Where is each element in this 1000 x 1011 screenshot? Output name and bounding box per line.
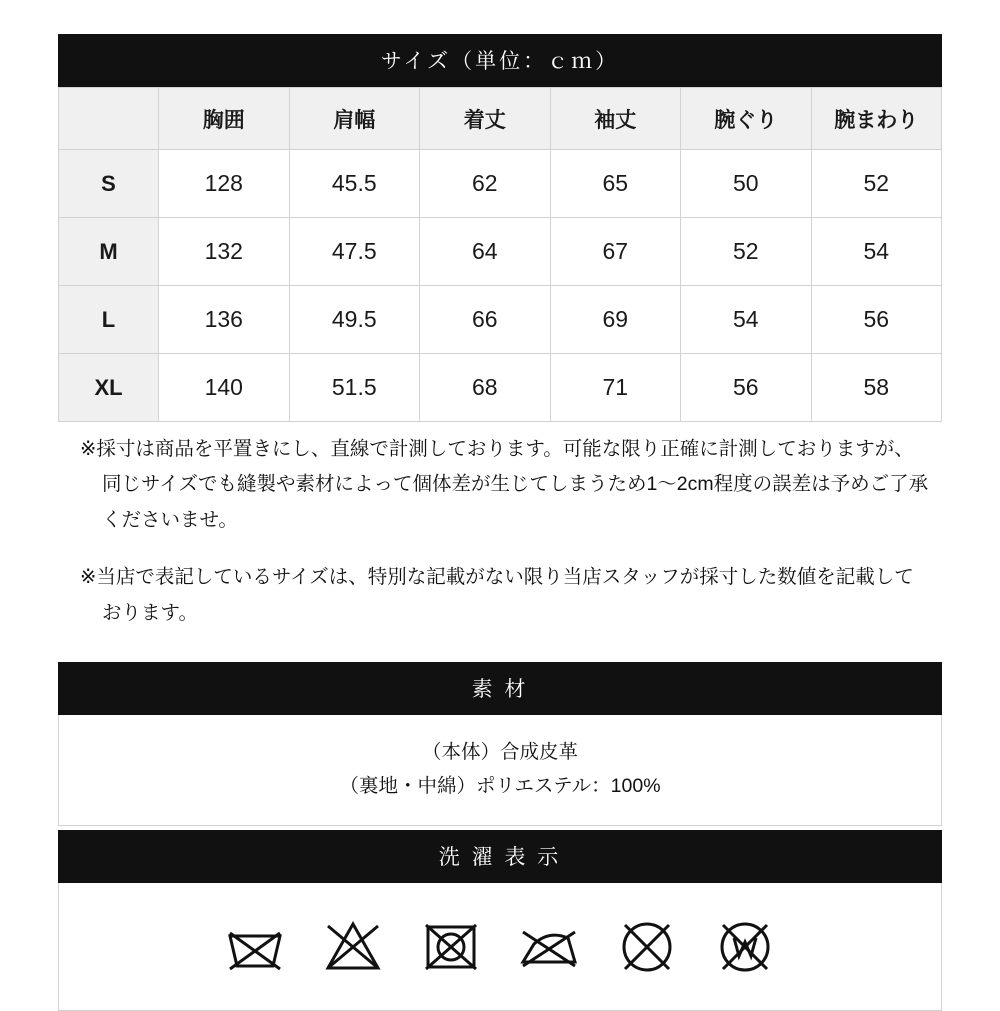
note-measurement-tolerance-text: ※採寸は商品を平置きにし、直線で計測しております。可能な限り正確に計測しておりますが、同じサイズでも縫製や素材によって個体差が生じてしまうため1〜2cm程度の誤差は予めご了承くださいませ。: [80, 438, 929, 531]
column-header-length: 着丈: [420, 88, 551, 150]
cell-l-sleeve: 69: [550, 286, 681, 354]
cell-l-armhole: 54: [681, 286, 812, 354]
material-section: [58, 662, 942, 826]
cell-m-arm: 54: [811, 218, 942, 286]
size-section-title: サイズ（単位：ｃｍ）: [58, 34, 942, 87]
row-header-size-l: L: [59, 286, 159, 354]
note-measurement-tolerance: [80, 432, 930, 538]
material-section-title: 素 材: [58, 662, 942, 715]
column-header-arm-circumference: 腕まわり: [811, 88, 942, 150]
cell-m-length: 64: [420, 218, 551, 286]
measurement-notes: [80, 432, 930, 653]
column-header-armhole: 腕ぐり: [681, 88, 812, 150]
size-table-header-row: [59, 88, 942, 150]
cell-s-armhole: 50: [681, 150, 812, 218]
no-bleach-icon: [322, 916, 384, 978]
table-row: [59, 354, 942, 422]
no-dry-clean-icon: [616, 916, 678, 978]
cell-s-length: 62: [420, 150, 551, 218]
cell-m-bust: 132: [159, 218, 290, 286]
size-section: [58, 34, 942, 422]
no-iron-icon: [518, 916, 580, 978]
wash-care-icons: [58, 883, 942, 1011]
wash-care-section-title: 洗 濯 表 示: [58, 830, 942, 883]
table-row: [59, 286, 942, 354]
material-line-shell: （本体）合成皮革: [421, 741, 578, 763]
row-header-size-s: S: [59, 150, 159, 218]
size-table-corner: [59, 88, 159, 150]
table-row: [59, 150, 942, 218]
no-machine-wash-icon: [224, 916, 286, 978]
cell-xl-length: 68: [420, 354, 551, 422]
note-measured-by-staff-text: ※当店で表記しているサイズは、特別な記載がない限り当店スタッフが採寸した数値を記載しております。: [80, 566, 914, 624]
cell-xl-armhole: 56: [681, 354, 812, 422]
cell-l-shoulder: 49.5: [289, 286, 420, 354]
note-measured-by-staff: [80, 560, 930, 631]
cell-s-sleeve: 65: [550, 150, 681, 218]
size-table: [58, 87, 942, 422]
cell-xl-sleeve: 71: [550, 354, 681, 422]
column-header-sleeve: 袖丈: [550, 88, 681, 150]
material-section-body: [58, 715, 942, 826]
cell-xl-shoulder: 51.5: [289, 354, 420, 422]
table-row: [59, 218, 942, 286]
row-header-size-xl: XL: [59, 354, 159, 422]
cell-l-length: 66: [420, 286, 551, 354]
row-header-size-m: M: [59, 218, 159, 286]
wash-care-section: [58, 830, 942, 1011]
cell-s-arm: 52: [811, 150, 942, 218]
cell-s-shoulder: 45.5: [289, 150, 420, 218]
cell-s-bust: 128: [159, 150, 290, 218]
cell-xl-arm: 58: [811, 354, 942, 422]
no-wet-clean-icon: [714, 916, 776, 978]
material-line-lining: （裏地・中綿）ポリエステル：100%: [339, 775, 661, 798]
cell-l-bust: 136: [159, 286, 290, 354]
cell-m-shoulder: 47.5: [289, 218, 420, 286]
column-header-bust: 胸囲: [159, 88, 290, 150]
cell-xl-bust: 140: [159, 354, 290, 422]
cell-m-armhole: 52: [681, 218, 812, 286]
cell-m-sleeve: 67: [550, 218, 681, 286]
column-header-shoulder: 肩幅: [289, 88, 420, 150]
no-tumble-dry-icon: [420, 916, 482, 978]
cell-l-arm: 56: [811, 286, 942, 354]
